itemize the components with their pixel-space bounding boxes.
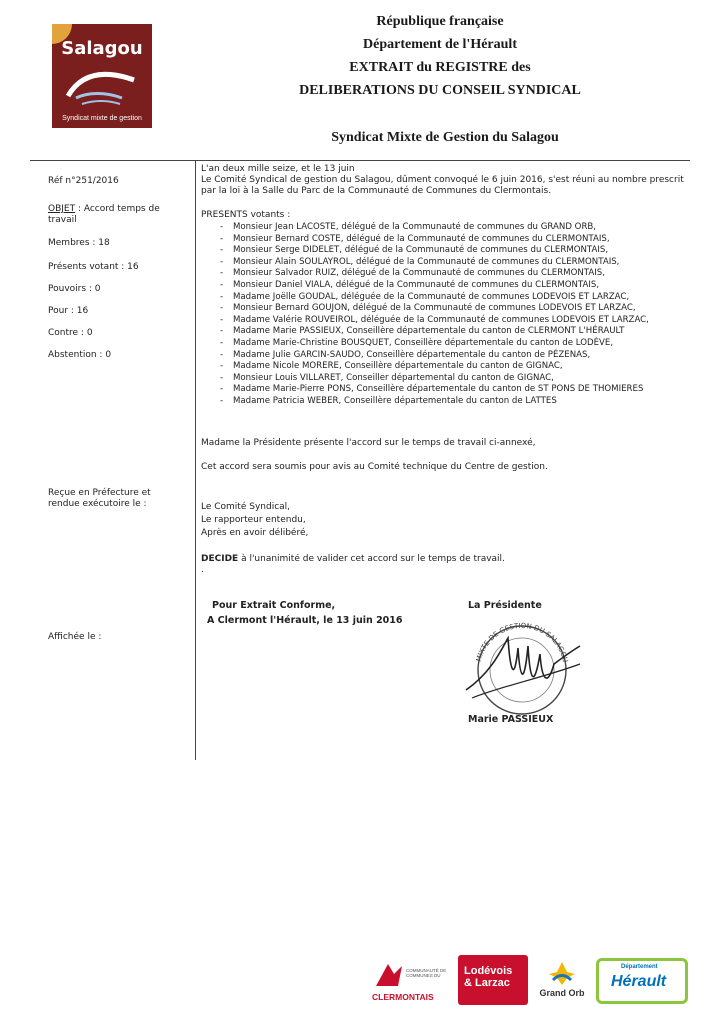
decide-rest: à l'unanimité de valider cet accord sur le temps de travail. xyxy=(238,554,505,564)
date-line: L'an deux mille seize, et le 13 juin xyxy=(201,164,355,174)
decide-word: DECIDE xyxy=(201,554,239,564)
presidente-name: Marie PASSIEUX xyxy=(468,714,554,725)
herault-logo xyxy=(596,958,688,1004)
logo-title: Salagou xyxy=(61,38,143,59)
presents-label: PRESENTS votants : xyxy=(201,210,291,220)
member-item: - Monsieur Serge DIDELET, délégué de la Communauté de communes du CLERMONTAIS, xyxy=(220,245,649,257)
member-item: - Madame Patricia WEBER, Conseillère départementale du canton de LATTES xyxy=(220,396,649,408)
grand-orb-name: Grand Orb xyxy=(539,988,585,998)
reference-number: Réf n°251/2016 xyxy=(48,176,119,186)
seal-text: MIXTE DE GESTION DU SALAGOU xyxy=(474,621,570,664)
members-list xyxy=(220,222,649,408)
header-line-deliberations: DELIBERATIONS DU CONSEIL SYNDICAL xyxy=(299,83,581,98)
objet-line2: travail xyxy=(48,215,77,225)
member-item: - Monsieur Daniel VIALA, délégué de la Communauté de communes du CLERMONTAIS, xyxy=(220,280,649,292)
affichee-label: Affichée le : xyxy=(48,632,102,642)
member-item: - Monsieur Bernard GOUJON, délégué de la Communauté de communes LODEVOIS ET LARZAC, xyxy=(220,303,649,315)
clermontais-logo xyxy=(372,960,452,1006)
lodevois-line2: & Larzac xyxy=(464,977,510,989)
pour-count: Pour : 16 xyxy=(48,306,89,316)
herault-small-text: Département xyxy=(621,964,658,970)
presidente-statement: Madame la Présidente présente l'accord sur le temps de travail ci-annexé, xyxy=(201,438,536,448)
lodevois-larzac-logo xyxy=(458,955,528,1005)
clermontais-small-text: COMMUNAUTÉ DE COMMUNES DU xyxy=(406,968,447,978)
delibere-line: Après en avoir délibéré, xyxy=(201,528,309,538)
prefecture-line2: rendue exécutoire le : xyxy=(48,499,147,509)
clermontais-name: CLERMONTAIS xyxy=(372,992,434,1002)
membres-count: Membres : 18 xyxy=(48,238,110,248)
salagou-logo xyxy=(52,24,152,128)
member-item: - Monsieur Bernard COSTE, délégué de la Communauté de communes du CLERMONTAIS, xyxy=(220,234,649,246)
member-item: - Madame Joëlle GOUDAL, déléguée de la Communauté de communes LODEVOIS ET LARZAC, xyxy=(220,292,649,304)
organisation-name: Syndicat Mixte de Gestion du Salagou xyxy=(331,130,559,145)
grand-orb-logo xyxy=(534,960,590,1006)
member-item: - Madame Marie PASSIEUX, Conseillère départementale du canton de CLERMONT L'HÉRAULT xyxy=(220,326,649,338)
objet-line1: : Accord temps de xyxy=(75,204,160,214)
objet-block xyxy=(48,204,160,226)
presidente-title: La Présidente xyxy=(468,600,542,611)
presents-count: Présents votant : 16 xyxy=(48,262,139,272)
member-item: - Madame Marie-Pierre PONS, Conseillère départementale du canton de ST PONS DE THOMIERES xyxy=(220,384,649,396)
member-item: - Madame Nicole MORERE, Conseillère départementale du canton de GIGNAC, xyxy=(220,361,649,373)
pouvoirs-count: Pouvoirs : 0 xyxy=(48,284,101,294)
decision-dot: . xyxy=(201,565,204,575)
member-item: - Monsieur Salvador RUIZ, délégué de la Communauté de communes du CLERMONTAIS, xyxy=(220,268,649,280)
abstention-count: Abstention : 0 xyxy=(48,350,112,360)
lodevois-line1: Lodévois xyxy=(464,965,513,977)
lake-wave-icon xyxy=(62,66,142,110)
comite-line: Le Comité Syndical, xyxy=(201,502,291,512)
prefecture-label xyxy=(48,488,151,510)
grand-orb-emblem-icon xyxy=(547,960,577,986)
header-line-departement: Département de l'Hérault xyxy=(363,37,517,52)
header-divider xyxy=(30,160,690,161)
member-item: - Monsieur Alain SOULAYROL, délégué de la Communauté de communes du CLERMONTAIS, xyxy=(220,257,649,269)
member-item: - Monsieur Jean LACOSTE, délégué de la Communauté de communes du GRAND ORB, xyxy=(220,222,649,234)
objet-label: OBJET xyxy=(48,204,76,214)
logo-subtitle: Syndicat mixte de gestion xyxy=(62,115,142,122)
extrait-conforme xyxy=(207,600,403,627)
official-seal-signature xyxy=(462,608,582,718)
extrait-line1: Pour Extrait Conforme, xyxy=(212,600,336,611)
prefecture-line1: Reçue en Préfecture et xyxy=(48,488,151,498)
herault-name: Hérault xyxy=(611,973,667,990)
decision-line xyxy=(201,554,505,565)
member-item: - Monsieur Louis VILLARET, Conseiller départemental du canton de GIGNAC, xyxy=(220,373,649,385)
rapporteur-line: Le rapporteur entendu, xyxy=(201,515,306,525)
intro-line2: par la loi à la Salle du Parc de la Communauté de Communes du Clermontais. xyxy=(201,186,552,196)
column-divider xyxy=(195,160,196,760)
accord-statement: Cet accord sera soumis pour avis au Comité technique du Centre de gestion. xyxy=(201,462,548,472)
contre-count: Contre : 0 xyxy=(48,328,93,338)
member-item: - Madame Marie-Christine BOUSQUET, Conseillère départementale du canton de LODÈVE, xyxy=(220,338,649,350)
member-item: - Madame Julie GARCIN-SAUDO, Conseillère départementale du canton de PÉZENAS, xyxy=(220,350,649,362)
header-line-extrait: EXTRAIT du REGISTRE des xyxy=(349,60,531,75)
lodevois-name xyxy=(464,965,512,989)
header-line-republique: République française xyxy=(376,14,504,29)
clermontais-emblem-icon xyxy=(372,960,406,990)
extrait-line2: A Clermont l'Hérault, le 13 juin 2016 xyxy=(207,615,403,626)
document-header xyxy=(200,12,680,100)
member-item: - Madame Valérie ROUVEIROL, déléguée de la Communauté de communes LODEVOIS ET LARZAC, xyxy=(220,315,649,327)
intro-line1: Le Comité Syndical de gestion du Salagou, dûment convoqué le 6 juin 2016, s'est réuni au nombre prescrit xyxy=(201,175,684,185)
